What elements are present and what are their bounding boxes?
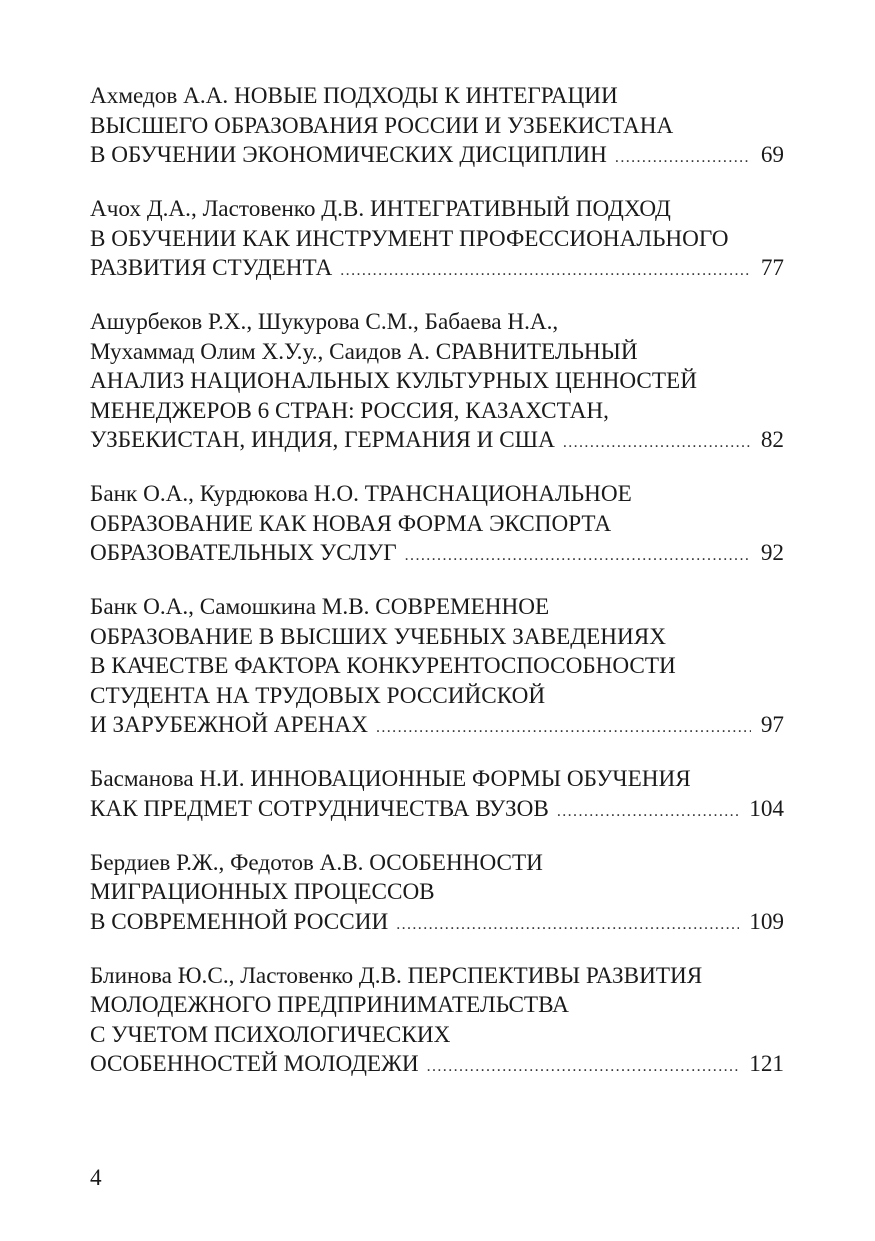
- entry-line: Ахмедов А.А. НОВЫЕ ПОДХОДЫ К ИНТЕГРАЦИИ: [90, 83, 618, 109]
- entry-line: Ашурбеков Р.Х., Шукурова С.М., Бабаева Н.А.,: [90, 308, 559, 335]
- entry-last-line: [90, 141, 784, 171]
- entry-line: В КАЧЕСТВЕ ФАКТОРА КОНКУРЕНТОСПОСОБНОСТИ: [90, 653, 676, 680]
- toc-entry[interactable]: [90, 765, 784, 824]
- entry-line: Банк О.А., Самошкина М.В. СОВРЕМЕННОЕ: [90, 594, 550, 621]
- entry-line: Мухаммад Олим Х.У.у., Саидов А. СРАВНИТЕЛЬНЫЙ: [90, 338, 638, 365]
- entry-line: МЕНЕДЖЕРОВ 6 СТРАН: РОССИЯ, КАЗАХСТАН,: [90, 397, 609, 424]
- entry-line: И ЗАРУБЕЖНОЙ АРЕНАХ: [90, 712, 368, 739]
- entry-page-number: 97: [760, 712, 784, 739]
- entry-line: В ОБУЧЕНИИ ЭКОНОМИЧЕСКИХ ДИСЦИПЛИН: [90, 142, 607, 169]
- entry-last-line: [90, 908, 784, 938]
- toc-entry[interactable]: [90, 308, 784, 456]
- entry-line: В СОВРЕМЕННОЙ РОССИИ: [90, 908, 389, 935]
- entry-last-line: [90, 539, 784, 569]
- entry-line: ОБРАЗОВАТЕЛЬНЫХ УСЛУГ: [90, 540, 397, 567]
- toc-entry[interactable]: [90, 593, 784, 741]
- entry-last-line: [90, 426, 784, 456]
- entry-last-line: [90, 1050, 784, 1080]
- entry-page-number: 77: [760, 255, 784, 282]
- dot-leader: [427, 1052, 740, 1082]
- dot-leader: [376, 713, 751, 743]
- toc-entry[interactable]: [90, 480, 784, 569]
- dot-leader: [396, 910, 739, 940]
- entry-line: РАЗВИТИЯ СТУДЕНТА: [90, 255, 333, 282]
- entry-line: ВЫСШЕГО ОБРАЗОВАНИЯ РОССИИ И УЗБЕКИСТАНА: [90, 112, 674, 139]
- entry-page-number: 69: [760, 142, 784, 169]
- entry-last-line: [90, 711, 784, 741]
- toc-entry[interactable]: [90, 82, 784, 171]
- entry-last-line: [90, 795, 784, 825]
- entry-line: ОСОБЕННОСТЕЙ МОЛОДЕЖИ: [90, 1051, 419, 1078]
- dot-leader: [340, 256, 751, 286]
- entry-line: МОЛОДЕЖНОГО ПРЕДПРИНИМАТЕЛЬСТВА: [90, 992, 569, 1019]
- page-number: 4: [90, 1165, 102, 1191]
- entry-line: Блинова Ю.С., Ластовенко Д.В. ПЕРСПЕКТИВЫ РАЗВИТИЯ: [90, 962, 703, 989]
- dot-leader: [615, 143, 751, 173]
- entry-line: ОБРАЗОВАНИЕ КАК НОВАЯ ФОРМА ЭКСПОРТА: [90, 510, 612, 537]
- entry-line: АНАЛИЗ НАЦИОНАЛЬНЫХ КУЛЬТУРНЫХ ЦЕННОСТЕЙ: [90, 368, 697, 395]
- table-of-contents: [90, 82, 784, 1080]
- entry-line: Ачох Д.А., Ластовенко Д.В. ИНТЕГРАТИВНЫЙ ПОДХОД: [90, 195, 671, 222]
- entry-line: Басманова Н.И. ИННОВАЦИОННЫЕ ФОРМЫ ОБУЧЕНИЯ: [90, 766, 691, 793]
- entry-page-number: 109: [749, 908, 784, 935]
- entry-page-number: 104: [749, 795, 784, 822]
- entry-line: УЗБЕКИСТАН, ИНДИЯ, ГЕРМАНИЯ И США: [90, 427, 555, 454]
- entry-page-number: 92: [760, 540, 784, 567]
- entry-page-number: 82: [760, 427, 784, 454]
- entry-line: КАК ПРЕДМЕТ СОТРУДНИЧЕСТВА ВУЗОВ: [90, 795, 549, 822]
- entry-line: В ОБУЧЕНИИ КАК ИНСТРУМЕНТ ПРОФЕССИОНАЛЬНОГО: [90, 225, 729, 252]
- entry-line: С УЧЕТОМ ПСИХОЛОГИЧЕСКИХ: [90, 1021, 451, 1048]
- entry-line: МИГРАЦИОННЫХ ПРОЦЕССОВ: [90, 879, 435, 906]
- toc-entry[interactable]: [90, 962, 784, 1080]
- entry-line: СТУДЕНТА НА ТРУДОВЫХ РОССИЙСКОЙ: [90, 682, 546, 709]
- dot-leader: [405, 541, 751, 571]
- entry-last-line: [90, 254, 784, 284]
- dot-leader: [557, 797, 739, 827]
- entry-line: ОБРАЗОВАНИЕ В ВЫСШИХ УЧЕБНЫХ ЗАВЕДЕНИЯХ: [90, 623, 666, 650]
- entry-line: Бердиев Р.Ж., Федотов А.В. ОСОБЕННОСТИ: [90, 849, 543, 876]
- toc-entry[interactable]: [90, 849, 784, 938]
- toc-entry[interactable]: [90, 195, 784, 284]
- entry-line: Банк О.А., Курдюкова Н.О. ТРАНСНАЦИОНАЛЬНОЕ: [90, 481, 632, 508]
- entry-page-number: 121: [749, 1051, 784, 1078]
- dot-leader: [563, 428, 751, 458]
